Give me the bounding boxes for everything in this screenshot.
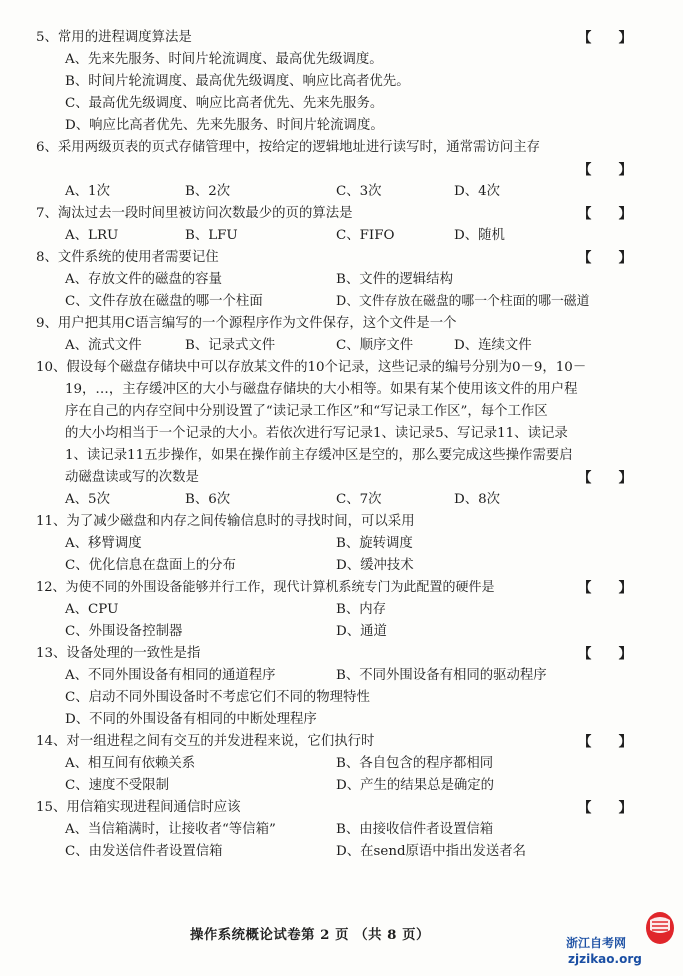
choice: D、不同的外围设备有相同的中断处理程序 [65,712,317,727]
choice-row: A、流式文件 B、记录式文件 C、顺序文件 D、连续文件 [65,338,532,353]
question-stem: 14、对一组进程之间有交互的并发进程来说，它们执行时 [36,734,375,749]
question-stem: 8、文件系统的使用者需要记住 [36,250,219,265]
choice-row: C、速度不受限制 D、产生的结果总是确定的 [65,778,495,793]
question-13 [0,643,683,665]
choice-row: C、文件存放在磁盘的哪一个柱面 D、文件存放在磁盘的哪一个柱面的哪一磁道 [65,294,590,309]
choice: B、时间片轮流调度、最高优先级调度、响应比高者优先。 [65,74,410,89]
question-9 [0,313,683,335]
watermark-name: 浙江自考网 [566,936,627,950]
question-6 [0,137,683,159]
choice-row: C、优化信息在盘面上的分布 D、缓冲技术 [65,558,414,573]
choice-row: A、存放文件的磁盘的容量 B、文件的逻辑结构 [65,272,453,287]
choice: C、最高优先级调度、响应比高者优先、先来先服务。 [65,96,384,111]
watermark-url: zjzikao.org [568,952,642,966]
question-8 [0,247,683,269]
choice-row: A、相互间有依赖关系 B、各自包含的程序都相同 [65,756,494,771]
question-14 [0,731,683,753]
choice-row: C、由发送信件者设置信箱 D、在send原语中指出发送者名 [65,844,527,859]
page-footer: 操作系统概论试卷第 2 页 （共 8 页） [190,927,430,943]
question-stem: 5、常用的进程调度算法是 [36,30,192,45]
answer-bracket: 【 】 [578,206,632,222]
choice-row: A、当信箱满时，让接收者“等信箱” B、由接收信件者设置信箱 [65,822,494,837]
question-stem: 10、假设每个磁盘存储块中可以存放某文件的10个记录，这些记录的编号分别为0－9，10－ [36,360,587,375]
answer-bracket: 【 】 [578,580,632,596]
choice-row: A、移臂调度 B、旋转调度 [65,536,413,551]
answer-bracket: 【 】 [578,250,632,266]
choice-row: A、5次 B、6次 C、7次 D、8次 [65,492,501,507]
question-stem: 9、用户把其用C语言编写的一个源程序作为文件保存，这个文件是一个 [36,316,457,331]
question-stem: 6、采用两级页表的页式存储管理中，按给定的逻辑地址进行读写时，通常需访问主存 [36,140,540,155]
choice-row: A、LRU B、LFU C、FIFO D、随机 [65,228,505,243]
choice-row: A、1次 B、2次 C、3次 D、4次 [65,184,501,199]
choice: C、启动不同外围设备时不考虑它们不同的物理特性 [65,690,370,705]
answer-bracket: 【 】 [578,30,632,46]
choice-row: A、不同外围设备有相同的通道程序 B、不同外围设备有相同的驱动程序 [65,668,547,683]
question-5 [0,27,683,49]
exam-page: 5、常用的进程调度算法是 【 】 A、先来先服务、时间片轮流调度、最高优先级调度。 B、时间片轮流调度、最高优先级调度、响应比高者优先。 C、最高优先级调度、响应比高者优先、先来先服务。 D、响应比高者优先、先来先服务、时间片轮流调度。 6、采用两级页表的页式存储管理中，按给定的逻辑地址进行读写时，通常需访问主存 【 】 A、1次 B、2次 C、3次 D、4次 7、淘汰过去一段时间里被访问次数最少的页的算法是 【 】 A、LRU B、LFU C、FIFO D、随机 8、文件系统的使用者需要记住 【 】 A、存放文件的磁盘的容量 B、文件的逻辑结构 C、文件存放在磁盘的哪一个柱面 D、文件存放在磁盘的哪一个柱面的哪一磁道 9、用户把其用C语言编写的一个源程序作为文件保存，这个文件是一个 A、流式文件 B、记录式文件 C、顺序文件 D、连续文件 10、假设每个磁盘存储块中可以存放某文件的10个记录，这些记录的编号分别为0－9，10－ 19，…，主存缓冲区的大小与磁盘存储块的大小相等。如果有某个使用该文件的用户程 序在自己的内存空间中分别设置了“读记录工作区”和“写记录工作区”，每个工作区 的大小均相当于一个记录的大小。若依次进行写记录1、读记录5、写记录11、读记录 1、读记录11五步操作，如果在操作前主存缓冲区是空的，那么要完成这些操作需要启 动磁盘读或写的次数是 【 】 A、5次 B、6次 C、7次 D、8次 11、为了减少磁盘和内存之间传输信息时的寻找时间，可以采用 A、移臂调度 B、旋转调度 C、优化信息在盘面上的分布 D、缓冲技术 12、为使不同的外围设备能够并行工作，现代计算机系统专门为此配置的硬件是 【 】 A、CPU B、内存 C、外围设备控制器 D、通道 13、设备处理的一致性是指 【 】 A、不同外围设备有相同的通道程序 B、不同外围设备有相同的驱动程序 C、启动不同外围设备时不考虑它们不同的物理特性 D、不同的外围设备有相同的中断处理程序 14、对一组进程之间有交互的并发进程来说，它们执行时 【 】 A、相互间有依赖关系 B、各自包含的程序都相同 C、速度不受限制 D、产生的结果总是确定的 15、用信箱实现进程间通信时应该 【 】 A、当信箱满时，让接收者“等信箱” B、由接收信件者设置信箱 C、由发送信件者设置信箱 D、在send原语中指出发送者名 操作系统概论试卷第 2 页 （共 8 页） 浙江自考网 zjzikao.org [0,0,683,976]
question-stem: 7、淘汰过去一段时间里被访问次数最少的页的算法是 [36,206,353,221]
question-12 [0,577,683,599]
answer-bracket: 【 】 [578,734,632,750]
choice-row: C、外围设备控制器 D、通道 [65,624,387,639]
question-stem: 13、设备处理的一致性是指 [36,646,201,661]
question-11 [0,511,683,533]
choice: D、响应比高者优先、先来先服务、时间片轮流调度。 [65,118,384,133]
question-7 [0,203,683,225]
answer-bracket: 【 】 [578,470,632,486]
answer-bracket: 【 】 [578,800,632,816]
question-stem: 11、为了减少磁盘和内存之间传输信息时的寻找时间，可以采用 [36,514,415,529]
answer-bracket: 【 】 [578,646,632,662]
question-10 [0,357,683,379]
choice-row: A、CPU B、内存 [65,602,387,617]
choice: A、先来先服务、时间片轮流调度、最高优先级调度。 [65,52,383,67]
question-15 [0,797,683,819]
question-stem: 15、用信箱实现进程间通信时应该 [36,800,241,815]
question-stem: 12、为使不同的外围设备能够并行工作，现代计算机系统专门为此配置的硬件是 [36,580,495,595]
answer-bracket: 【 】 [578,162,632,178]
